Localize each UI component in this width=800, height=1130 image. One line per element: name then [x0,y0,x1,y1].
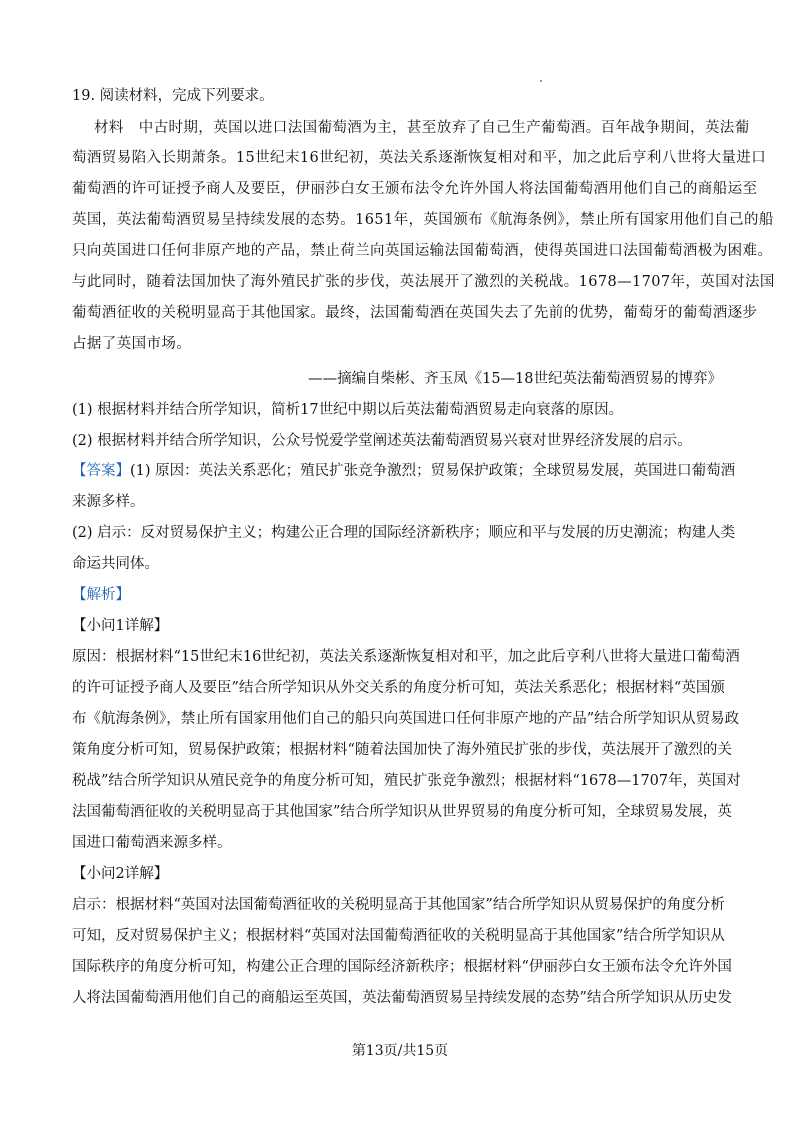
answer-1: (1) 原因：英法关系恶化；殖民扩张竞争激烈；贸易保护政策；全球贸易发展，英国进口葡萄酒 [130,463,736,479]
material-line: 萄酒贸易陷入长期萧条。15世纪末16世纪初，英法关系逐渐恢复相对和平，加之此后亨利八世将大量进口 [72,150,767,166]
page-number: 第13页/共15页 [351,1043,449,1059]
question-1: (1) 根据材料并结合所学知识，简析17世纪中期以后英法葡萄酒贸易走向衰落的原因。 [72,402,624,418]
answer-line [72,461,736,481]
material-line: 英国，英法葡萄酒贸易呈持续发展的态势。1651年，英国颁布《航海条例》，禁止所有国家用他们自己的船 [72,212,774,228]
answer-tag: 【答案】 [72,463,130,479]
analysis-2-line: 人将法国葡萄酒用他们自己的商船运至英国，英法葡萄酒贸易呈持续发展的态势”结合所学知识从历史发 [72,990,732,1006]
subquestion-1-title: 【小问1详解】 [72,618,169,634]
material-line: 葡萄酒征收的关税明显高于其他国家。最终，法国葡萄酒在英国失去了先前的优势，葡萄牙的葡萄酒逐步 [72,305,758,321]
answer-1-continued: 来源多样。 [72,494,145,510]
material-line: 材料 中古时期，英国以进口法国葡萄酒为主，甚至放弃了自己生产葡萄酒。百年战争期间，英法葡 [94,120,750,136]
analysis-1-line: 策角度分析可知，贸易保护政策；根据材料“随着法国加快了海外殖民扩张的步伐，英法展开了激烈的关 [72,742,732,758]
material-line: 只向英国进口任何非原产地的产品，禁止荷兰向英国运输法国葡萄酒，使得英国进口法国葡萄酒极为困难。 [72,243,773,259]
analysis-1-line: 国进口葡萄酒来源多样。 [72,835,232,851]
analysis-2-line: 可知，反对贸易保护主义；根据材料“英国对法国葡萄酒征收的关税明显高于其他国家”结合所学知识从 [72,928,725,944]
analysis-2-line: 国际秩序的角度分析可知，构建公正合理的国际经济新秩序；根据材料“伊丽莎白女王颁布法令允许外国 [72,959,732,975]
material-line: 与此同时，随着法国加快了海外殖民扩张的步伐，英法展开了激烈的关税战。1678—1707年，英国对法国 [72,274,775,290]
answer-2: (2) 启示：反对贸易保护主义；构建公正合理的国际经济新秩序；顺应和平与发展的历史潮流；构建人类 [72,525,736,541]
stray-dot [540,80,542,82]
analysis-1-line: 原因：根据材料“15世纪末16世纪初，英法关系逐渐恢复相对和平，加之此后亨利八世将大量进口葡萄酒 [72,649,740,665]
material-line: 占据了英国市场。 [72,336,192,352]
analysis-2-line: 启示：根据材料“英国对法国葡萄酒征收的关税明显高于其他国家”结合所学知识从贸易保护的角度分析 [72,897,725,913]
analysis-1-line: 法国葡萄酒征收的关税明显高于其他国家”结合所学知识从世界贸易的角度分析可知，全球贸易发展，英 [72,804,732,820]
subquestion-2-title: 【小问2详解】 [72,866,169,882]
analysis-1-line: 的许可证授予商人及要臣”结合所学知识从外交关系的角度分析可知，英法关系恶化；根据材料“英国颁 [72,680,725,696]
analysis-1-line: 布《航海条例》，禁止所有国家用他们自己的船只向英国进口任何非原产地的产品”结合所学知识从贸易政 [72,711,740,727]
answer-2-continued: 命运共同体。 [72,556,159,572]
analysis-tag: 【解析】 [72,587,130,603]
analysis-1-line: 税战”结合所学知识从殖民竞争的角度分析可知，殖民扩张竞争激烈；根据材料“1678—1707年，英国对 [72,773,741,789]
material-line: 葡萄酒的许可证授予商人及要臣，伊丽莎白女王颁布法令允许外国人将法国葡萄酒用他们自己的商船运至 [72,181,758,197]
question-2: (2) 根据材料并结合所学知识，公众号悦爱学堂阐述英法葡萄酒贸易兴衰对世界经济发展的启示。 [72,433,692,449]
question-title: 19. 阅读材料，完成下列要求。 [72,88,274,104]
material-source: ——摘编自柴彬、齐玉凤《15—18世纪英法葡萄酒贸易的博弈》 [308,371,722,387]
